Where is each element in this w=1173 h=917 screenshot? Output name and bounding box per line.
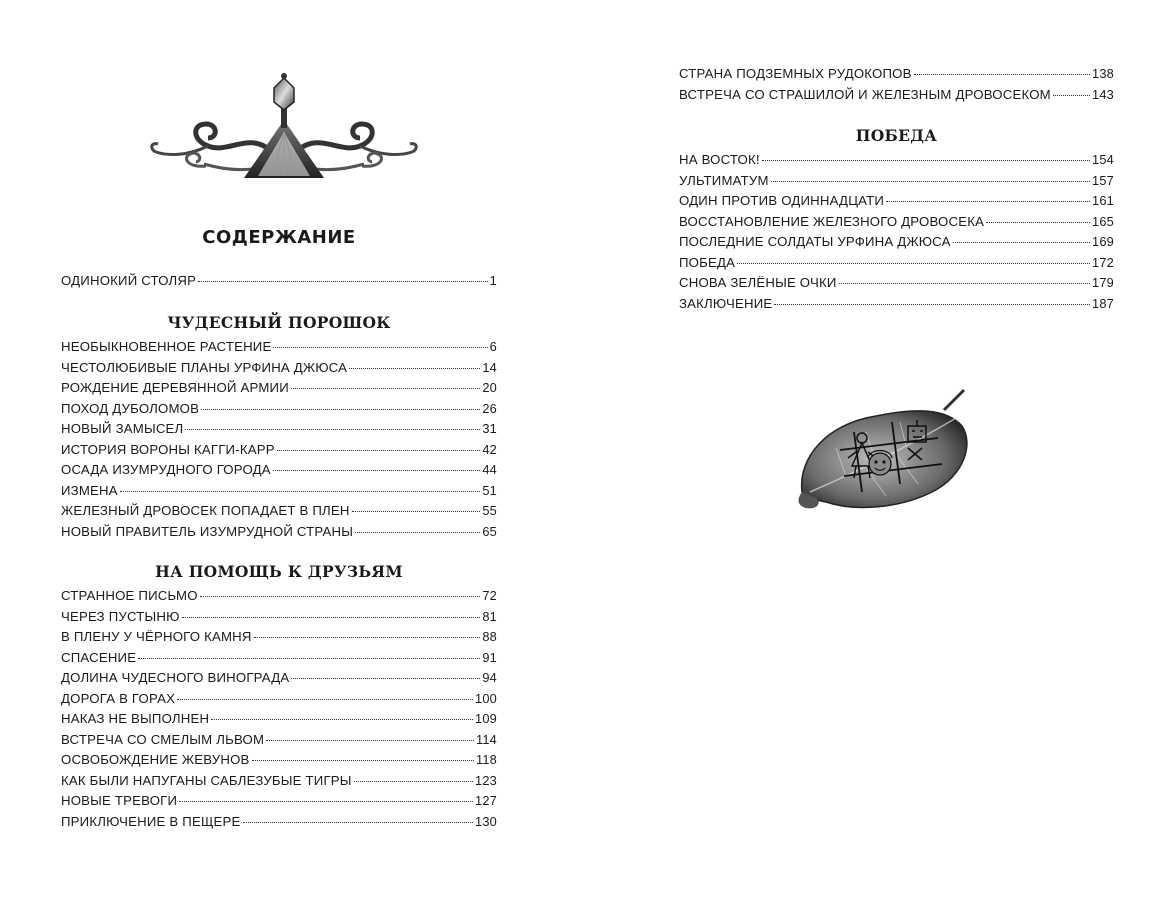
crystal-scroll-ornament (148, 72, 420, 190)
entry-title: ОДИНОКИЙ СТОЛЯР (61, 273, 197, 288)
dot-leader (120, 491, 481, 492)
toc-entry (61, 629, 497, 650)
page-number: 157 (1092, 172, 1114, 188)
dot-leader (273, 347, 487, 348)
dot-leader (839, 283, 1091, 284)
page-number: 169 (1092, 234, 1114, 249)
entry-title: ВСТРЕЧА СО СТРАШИЛОЙ И ЖЕЛЕЗНЫМ ДРОВОСЕКОМ (679, 86, 1051, 102)
section-title-miracle-powder: ЧУДЕСНЫЙ ПОРОШОК (167, 313, 391, 332)
entry-title: ЖЕЛЕЗНЫЙ ДРОВОСЕК ПОПАДАЕТ В ПЛЕН (61, 503, 350, 518)
toc-entry (679, 255, 1114, 276)
section-title-victory: ПОБЕДА (855, 126, 938, 145)
entry-title: НЕОБЫКНОВЕННОЕ РАСТЕНИЕ (61, 339, 272, 354)
toc-entry (61, 380, 497, 401)
entry-title: СНОВА ЗЕЛЁНЫЕ ОЧКИ (679, 275, 837, 290)
toc-entry (61, 462, 497, 483)
toc-entry (61, 421, 497, 442)
page-number: 20 (482, 380, 497, 395)
page-number: 172 (1092, 254, 1114, 270)
section-title-help-friends: НА ПОМОЩЬ К ДРУЗЬЯМ (155, 562, 403, 581)
entry-title: СТРАННОЕ ПИСЬМО (61, 588, 198, 603)
page-number: 127 (475, 793, 497, 808)
toc-entry (61, 360, 497, 381)
toc-entry (679, 214, 1114, 235)
dot-leader (354, 781, 473, 782)
entry-title: НОВЫЙ ПРАВИТЕЛЬ ИЗУМРУДНОЙ СТРАНЫ (61, 523, 354, 539)
page-number: 42 (482, 441, 497, 457)
page-number: 88 (482, 629, 497, 644)
entry-title: ИЗМЕНА (61, 482, 118, 498)
contents-title: СОДЕРЖАНИЕ (202, 227, 356, 248)
dot-leader (1053, 95, 1090, 96)
page-number: 161 (1092, 193, 1114, 208)
page-number: 109 (475, 711, 497, 726)
entry-title: НОВЫЕ ТРЕВОГИ (61, 793, 178, 808)
toc-entry (61, 691, 497, 712)
entry-title: СПАСЕНИЕ (61, 649, 137, 665)
page-number: 143 (1092, 86, 1114, 102)
dot-leader (266, 740, 474, 741)
page-number: 55 (482, 503, 497, 518)
page-number: 6 (489, 339, 497, 354)
opening-entry-list (61, 273, 497, 294)
page-number: 100 (475, 690, 497, 706)
toc-entry (679, 152, 1114, 173)
page-number: 138 (1092, 66, 1114, 81)
toc-entry (679, 296, 1114, 317)
dot-leader (762, 160, 1090, 161)
dot-leader (182, 617, 481, 618)
toc-entry (61, 752, 497, 773)
dot-leader (185, 429, 480, 430)
dot-leader (291, 678, 480, 679)
entry-title: ЧЕРЕЗ ПУСТЫНЮ (61, 608, 180, 624)
page-number: 154 (1092, 152, 1114, 167)
toc-entry (61, 339, 497, 360)
dot-leader (953, 242, 1090, 243)
dot-leader (886, 201, 1090, 202)
entry-title: ОДИН ПРОТИВ ОДИННАДЦАТИ (679, 193, 885, 208)
dot-leader (177, 699, 473, 700)
page-number: 44 (482, 462, 497, 477)
toc-entry (61, 524, 497, 545)
toc-entry (679, 87, 1114, 108)
page-number: 14 (482, 359, 497, 375)
page-number: 91 (482, 649, 497, 665)
page-number: 1 (489, 273, 497, 288)
page-number: 26 (482, 400, 497, 416)
entry-title: НАКАЗ НЕ ВЫПОЛНЕН (61, 711, 210, 726)
toc-entry (679, 193, 1114, 214)
toc-entry (679, 66, 1114, 87)
dot-leader (138, 658, 480, 659)
toc-entry (61, 773, 497, 794)
dot-leader (277, 450, 481, 451)
toc-entry (61, 503, 497, 524)
page-number: 65 (482, 523, 497, 539)
entry-title: НА ВОСТОК! (679, 152, 760, 167)
dot-leader (352, 511, 481, 512)
page-number: 94 (482, 670, 497, 685)
page-number: 130 (475, 813, 497, 829)
dot-leader (355, 532, 480, 533)
dot-leader (243, 822, 474, 823)
dot-leader (200, 596, 481, 597)
entry-title: ЗАКЛЮЧЕНИЕ (679, 295, 773, 311)
toc-entry (61, 670, 497, 691)
page-number: 179 (1092, 275, 1114, 290)
entry-title: КАК БЫЛИ НАПУГАНЫ САБЛЕЗУБЫЕ ТИГРЫ (61, 772, 352, 788)
page-number: 31 (482, 421, 497, 436)
dot-leader (198, 281, 488, 282)
toc-entry (61, 732, 497, 753)
dot-leader (211, 719, 473, 720)
entry-title: УЛЬТИМАТУМ (679, 172, 769, 188)
toc-entry (679, 234, 1114, 255)
dot-leader (771, 181, 1090, 182)
page-number: 187 (1092, 295, 1114, 311)
toc-entry (61, 814, 497, 835)
dot-leader (774, 304, 1090, 305)
toc-entry (61, 273, 497, 294)
dot-leader (273, 470, 481, 471)
toc-entry (679, 173, 1114, 194)
entry-title: РОЖДЕНИЕ ДЕРЕВЯННОЙ АРМИИ (61, 380, 289, 395)
toc-entry (61, 401, 497, 422)
dot-leader (252, 760, 474, 761)
toc-entry (61, 650, 497, 671)
toc-entry (61, 609, 497, 630)
toc-entry (61, 442, 497, 463)
entry-title: ПОХОД ДУБОЛОМОВ (61, 400, 200, 416)
toc-entry (61, 588, 497, 609)
toc-entry (61, 483, 497, 504)
dot-leader (986, 222, 1090, 223)
entry-title: ОСАДА ИЗУМРУДНОГО ГОРОДА (61, 462, 271, 477)
dot-leader (254, 637, 481, 638)
entry-title: ПОСЛЕДНИЕ СОЛДАТЫ УРФИНА ДЖЮСА (679, 234, 951, 249)
entry-title: В ПЛЕНУ У ЧЁРНОГО КАМНЯ (61, 629, 252, 644)
entry-title: ДОРОГА В ГОРАХ (61, 690, 176, 706)
toc-entry (61, 793, 497, 814)
leaf-drawing-illustration (796, 388, 974, 514)
section-2-entries (61, 588, 497, 834)
page-number: 165 (1092, 213, 1114, 229)
dot-leader (349, 368, 480, 369)
dot-leader (737, 263, 1090, 264)
dot-leader (179, 801, 473, 802)
dot-leader (291, 388, 480, 389)
entry-title: НОВЫЙ ЗАМЫСЕЛ (61, 421, 184, 436)
section-1-entries (61, 339, 497, 544)
section-2-continued-entries (679, 66, 1114, 107)
entry-title: ОСВОБОЖДЕНИЕ ЖЕВУНОВ (61, 752, 250, 767)
entry-title: СТРАНА ПОДЗЕМНЫХ РУДОКОПОВ (679, 66, 912, 81)
entry-title: ПОБЕДА (679, 254, 736, 270)
section-victory-entries (679, 152, 1114, 316)
page-number: 114 (475, 731, 497, 747)
toc-entry (679, 275, 1114, 296)
dot-leader (914, 74, 1090, 75)
page-number: 123 (475, 772, 497, 788)
entry-title: ИСТОРИЯ ВОРОНЫ КАГГИ-КАРР (61, 441, 275, 457)
entry-title: ВОССТАНОВЛЕНИЕ ЖЕЛЕЗНОГО ДРОВОСЕКА (679, 213, 985, 229)
entry-title: ЧЕСТОЛЮБИВЫЕ ПЛАНЫ УРФИНА ДЖЮСА (61, 359, 348, 375)
page-number: 72 (482, 588, 497, 603)
entry-title: ДОЛИНА ЧУДЕСНОГО ВИНОГРАДА (61, 670, 290, 685)
page-number: 118 (475, 752, 497, 767)
page-number: 81 (482, 608, 497, 624)
page-number: 51 (482, 482, 497, 498)
toc-entry (61, 711, 497, 732)
dot-leader (201, 409, 480, 410)
entry-title: ПРИКЛЮЧЕНИЕ В ПЕЩЕРЕ (61, 813, 241, 829)
entry-title: ВСТРЕЧА СО СМЕЛЫМ ЛЬВОМ (61, 731, 265, 747)
